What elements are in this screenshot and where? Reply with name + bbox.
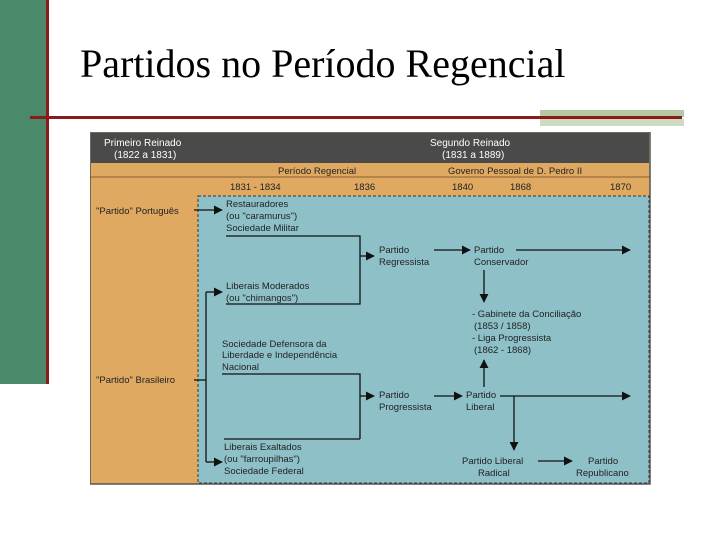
periodo-regencial-label: Período Regencial [278,166,357,177]
svg-text:Radical: Radical [478,468,510,479]
svg-text:(1862 - 1868): (1862 - 1868) [474,345,532,356]
svg-text:Partido: Partido [379,245,410,256]
svg-text:- Gabinete da Conciliação: - Gabinete da Conciliação [472,309,582,320]
partido-liberal-node [466,390,496,413]
svg-text:Partido: Partido [588,456,619,467]
svg-text:Partido: Partido [379,390,410,401]
governo-pessoal-label: Governo Pessoal de D. Pedro II [448,166,583,177]
liberais-exaltados-node [224,442,304,477]
svg-text:Nacional: Nacional [222,362,259,373]
svg-text:Partido Liberal: Partido Liberal [462,456,524,467]
svg-text:Sociedade Federal: Sociedade Federal [224,466,304,477]
title-rule [30,116,682,119]
liberais-moderados-node [226,281,310,304]
svg-text:Liberais Moderados: Liberais Moderados [226,281,310,292]
svg-text:Partido: Partido [474,245,505,256]
year-1868: 1868 [510,182,532,193]
svg-text:Partido: Partido [466,390,497,401]
primeiro-reinado-label: Primeiro Reinado [104,138,182,149]
title-rule-accent-light [540,119,684,126]
svg-text:(ou "caramurus"): (ou "caramurus") [226,211,298,222]
svg-text:(ou "farroupilhas"): (ou "farroupilhas") [224,454,300,465]
restauradores-node [226,199,299,234]
partido-portugues-label: "Partido" Português [96,206,179,217]
svg-text:Conservador: Conservador [474,257,529,268]
svg-text:- Liga Progressista: - Liga Progressista [472,333,552,344]
svg-text:Progressista: Progressista [379,402,432,413]
side-bar-edge [46,0,49,384]
segundo-reinado-label: Segundo Reinado [430,138,511,149]
svg-text:Liberais Exaltados: Liberais Exaltados [224,442,302,453]
svg-text:Republicano: Republicano [576,468,629,479]
segundo-reinado-years: (1831 a 1889) [442,150,505,161]
primeiro-reinado-years: (1822 a 1831) [114,150,177,161]
svg-text:Regressista: Regressista [379,257,430,268]
year-1836: 1836 [354,182,376,193]
year-1831-1834: 1831 - 1834 [230,182,281,193]
svg-text:Sociedade Militar: Sociedade Militar [226,223,299,234]
year-1840: 1840 [452,182,474,193]
svg-text:(1853 / 1858): (1853 / 1858) [474,321,531,332]
decorative-side-bar [0,0,46,384]
party-flow-diagram [90,132,652,486]
partido-brasileiro-label: "Partido" Brasileiro [96,375,176,386]
svg-text:Liberdade e Independência: Liberdade e Independência [222,350,338,361]
svg-text:Liberal: Liberal [466,402,495,413]
slide-title: Partidos no Período Regencial [80,41,566,86]
svg-text:Restauradores: Restauradores [226,199,289,210]
year-1870: 1870 [610,182,632,193]
svg-text:Sociedade Defensora da: Sociedade Defensora da [222,339,327,350]
svg-text:(ou "chimangos"): (ou "chimangos") [226,293,299,304]
